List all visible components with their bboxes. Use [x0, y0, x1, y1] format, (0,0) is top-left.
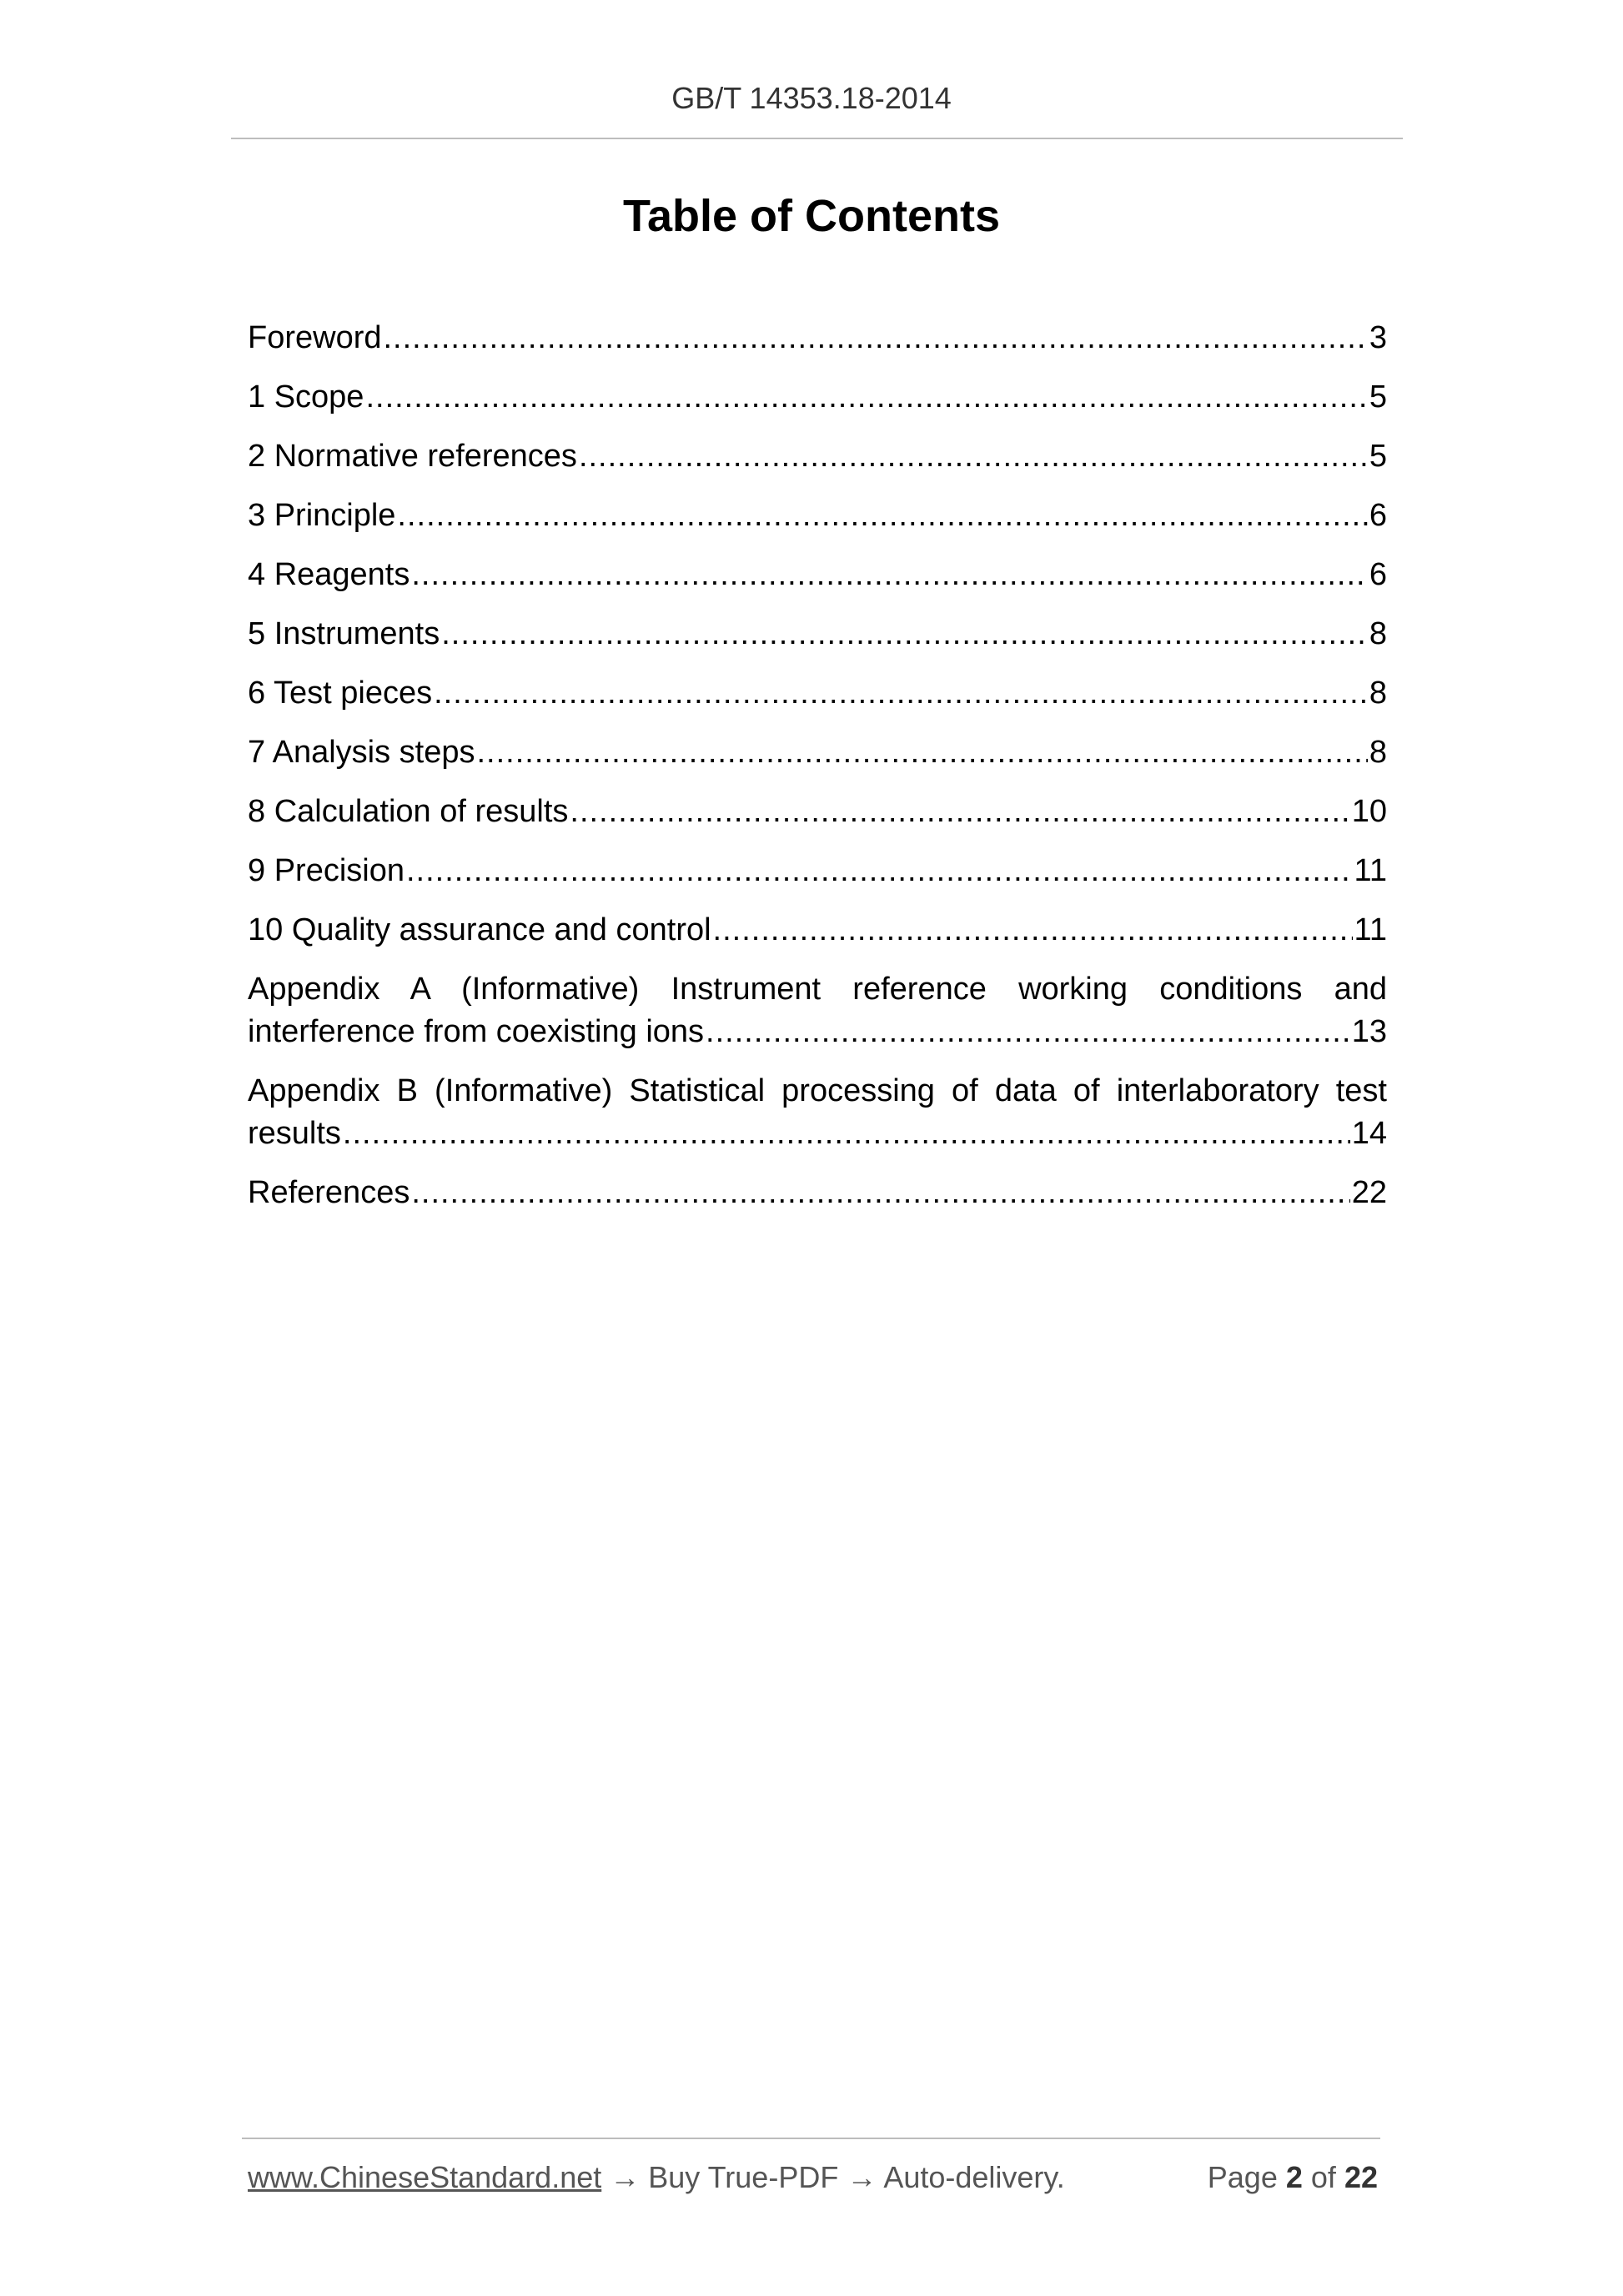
toc-entry-title: References: [248, 1175, 410, 1210]
footer-promo: [248, 2160, 1065, 2195]
table-of-contents: [248, 317, 1387, 1231]
toc-entry-page: 8: [1369, 616, 1387, 651]
total-page-count: 22: [1344, 2160, 1378, 2194]
toc-entry-quality-assurance[interactable]: [248, 909, 1387, 952]
toc-entry-title: 6 Test pieces: [248, 676, 433, 711]
toc-entry-page: 8: [1369, 735, 1387, 770]
toc-entry-test-pieces[interactable]: [248, 672, 1387, 715]
toc-entry-line2: [248, 1011, 1387, 1053]
toc-entry-precision[interactable]: [248, 850, 1387, 892]
toc-entry-title-line1: Appendix B (Informative) Statistical processing of data of interlaboratory test: [248, 1073, 1387, 1108]
page-footer: [248, 2160, 1378, 2195]
toc-entry-foreword[interactable]: [248, 317, 1387, 359]
dot-leader: [713, 909, 1353, 952]
page-indicator: [1208, 2160, 1378, 2195]
toc-title: Table of Contents: [623, 191, 1000, 241]
toc-entry-line2: [248, 1113, 1387, 1155]
dot-leader: [579, 435, 1368, 478]
dot-leader: [343, 1113, 1350, 1155]
dot-leader: [406, 850, 1353, 892]
toc-entry-title: 10 Quality assurance and control: [248, 912, 711, 947]
toc-entry-page: 6: [1369, 557, 1387, 592]
toc-entry-appendix-a[interactable]: [248, 968, 1387, 1053]
toc-entry-page: 5: [1369, 439, 1387, 474]
document-code: GB/T 14353.18-2014: [671, 81, 952, 115]
toc-entry-title: Foreword: [248, 320, 382, 355]
toc-entry-title-line2: results: [248, 1116, 341, 1151]
toc-entry-page: 5: [1369, 379, 1387, 414]
toc-entry-title: 8 Calculation of results: [248, 794, 569, 829]
toc-entry-title: 2 Normative references: [248, 439, 577, 474]
toc-entry-instruments[interactable]: [248, 613, 1387, 656]
header-divider: [231, 138, 1403, 139]
dot-leader: [411, 1172, 1349, 1214]
toc-entry-principle[interactable]: [248, 495, 1387, 537]
site-link[interactable]: www.ChineseStandard.net: [248, 2160, 602, 2194]
of-label: of: [1310, 2160, 1336, 2194]
toc-entry-page: 6: [1369, 498, 1387, 533]
toc-entry-page: 14: [1351, 1116, 1387, 1151]
toc-entry-references[interactable]: [248, 1172, 1387, 1214]
toc-entry-reagents[interactable]: [248, 554, 1387, 596]
dot-leader: [365, 376, 1367, 419]
dot-leader: [434, 672, 1368, 715]
toc-entry-title: 9 Precision: [248, 853, 404, 888]
toc-entry-title: 4 Reagents: [248, 557, 410, 592]
toc-entry-title-line2: interference from coexisting ions: [248, 1014, 705, 1049]
toc-entry-page: 10: [1351, 794, 1387, 829]
page-label: Page: [1207, 2160, 1278, 2194]
dot-leader: [706, 1011, 1350, 1053]
toc-entry-calculation-of-results[interactable]: [248, 791, 1387, 833]
dot-leader: [411, 554, 1367, 596]
toc-entry-title: 5 Instruments: [248, 616, 440, 651]
current-page-number: 2: [1285, 2160, 1303, 2194]
toc-entry-scope[interactable]: [248, 376, 1387, 419]
toc-entry-page: 11: [1354, 912, 1387, 947]
toc-entry-title-line1: Appendix A (Informative) Instrument reference working conditions and: [248, 972, 1387, 1007]
footer-divider: [242, 2138, 1380, 2139]
toc-entry-page: 22: [1351, 1175, 1387, 1210]
toc-entry-page: 3: [1369, 320, 1387, 355]
toc-entry-analysis-steps[interactable]: [248, 731, 1387, 774]
dot-leader: [570, 791, 1349, 833]
dot-leader: [384, 317, 1368, 359]
dot-leader: [476, 731, 1367, 774]
toc-entry-page: 13: [1351, 1014, 1387, 1049]
toc-entry-page: 8: [1369, 676, 1387, 711]
toc-entry-title: 1 Scope: [248, 379, 364, 414]
toc-entry-title: 7 Analysis steps: [248, 735, 475, 770]
toc-entry-appendix-b[interactable]: [248, 1070, 1387, 1155]
dot-leader: [441, 613, 1368, 656]
dot-leader: [397, 495, 1367, 537]
toc-entry-normative-references[interactable]: [248, 435, 1387, 478]
toc-entry-page: 11: [1354, 853, 1387, 888]
toc-entry-title: 3 Principle: [248, 498, 396, 533]
promo-text: → Buy True-PDF → Auto-delivery.: [601, 2160, 1065, 2194]
